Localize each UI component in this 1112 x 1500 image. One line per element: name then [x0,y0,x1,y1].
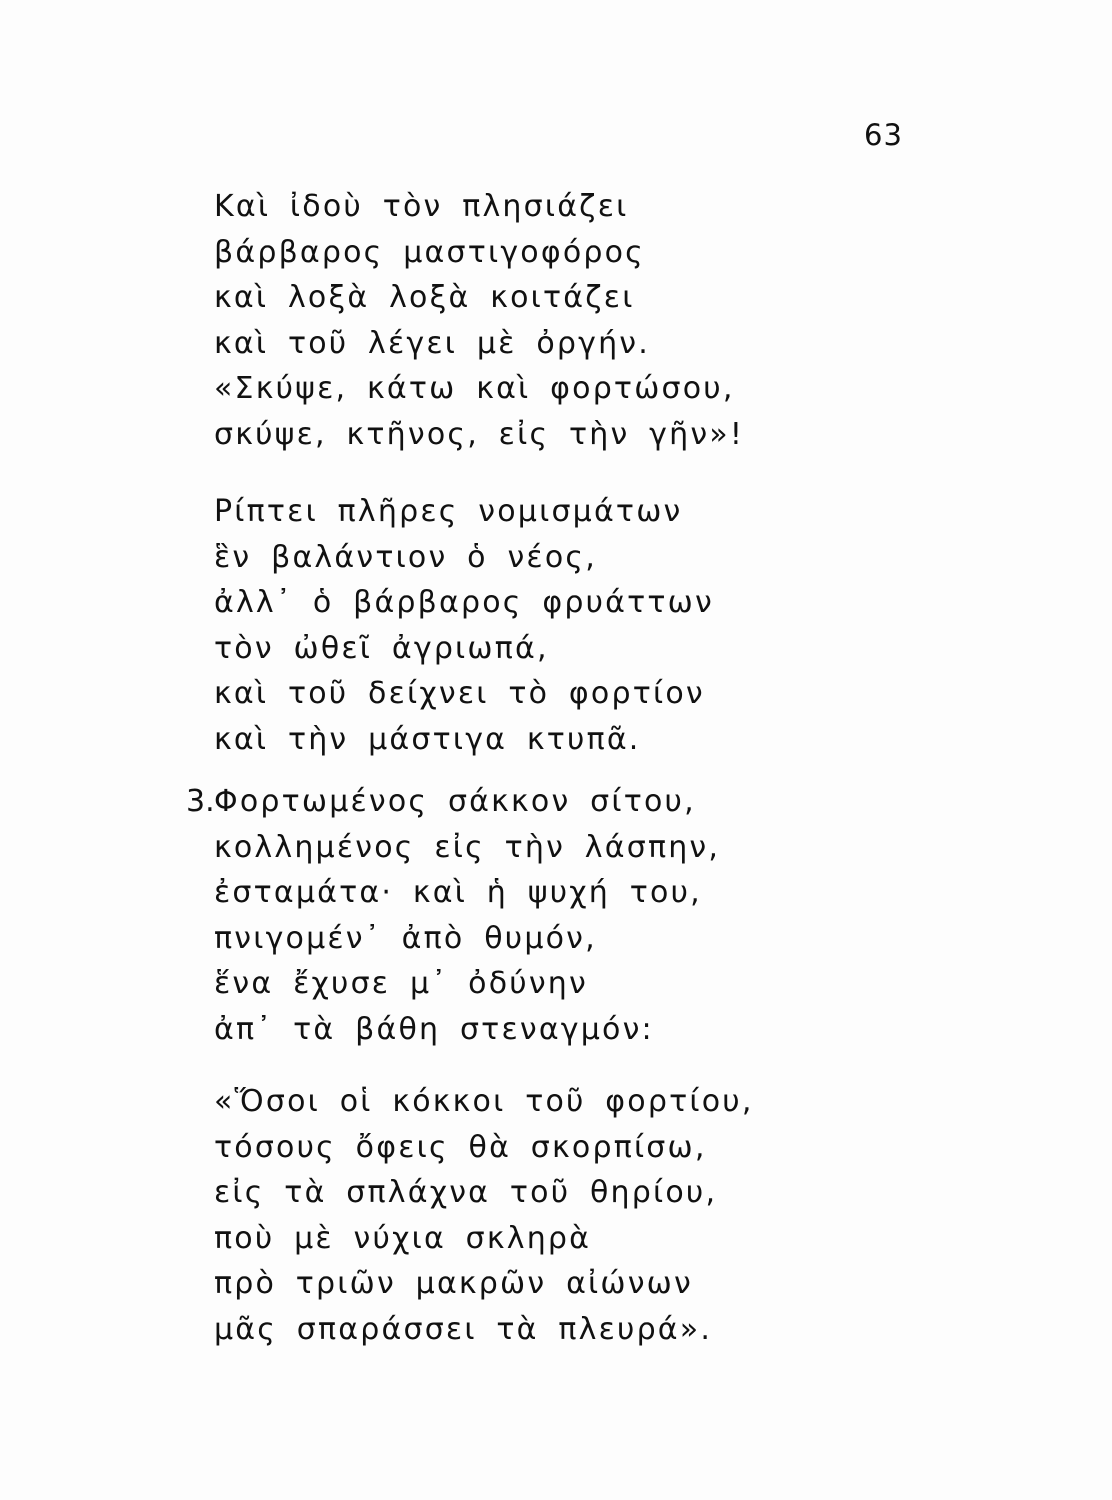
verse-line: ἕνα ἔχυσε μ᾽ ὀδύνην [214,966,588,1002]
verse-line: πνιγομέν᾽ ἀπὸ θυμόν, [214,920,597,956]
stanza-2 [214,489,714,763]
verse-line: μᾶς σπαράσσει τὰ πλευρά». [214,1311,713,1347]
verse-line: ἐσταμάτα· καὶ ἡ ψυχή του, [214,875,702,911]
verse-line: «Σκύψε, κάτω καὶ φορτώσου, [214,371,735,407]
verse-line: ἀλλ᾽ ὁ βάρβαρος φρυάττων [214,585,714,621]
verse-line: τὸν ὠθεῖ ἀγριωπά, [214,630,549,666]
verse-line: «Ὅσοι οἱ κόκκοι τοῦ φορτίου, [214,1084,754,1119]
stanza-1 [214,184,744,458]
stanza-4 [214,1079,754,1353]
verse-line: βάρβαρος μαστιγοφόρος [214,234,645,270]
verse-line: εἰς τὰ σπλάχνα τοῦ θηρίου, [214,1175,718,1211]
verse-line: σκύψε, κτῆνος, εἰς τὴν γῆν»! [214,416,745,452]
verse-line: ἀπ᾽ τὰ βάθη στεναγμόν: [214,1011,654,1047]
verse-line: καὶ λοξὰ λοξὰ κοιτάζει [214,280,635,316]
verse-line: ἓν βαλάντιον ὁ νέος, [214,539,597,575]
page-number: 63 [864,118,903,152]
verse-line: ποὺ μὲ νύχια σκληρὰ [214,1220,592,1256]
verse-line: καὶ τὴν μάστιγα κτυπᾶ. [214,721,641,757]
verse-line: καὶ τοῦ λέγει μὲ ὀργήν. [214,325,650,361]
verse-line: καὶ τοῦ δείχνει τὸ φορτίον [214,676,705,712]
verse-line: Ρίπτει πλῆρες νομισμάτων [214,494,683,529]
verse-line: τόσους ὄφεις θὰ σκορπίσω, [214,1129,707,1165]
section-number: 3. [186,784,215,819]
verse-line: πρὸ τριῶν μακρῶν αἰώνων [214,1266,693,1302]
verse-line: Καὶ ἰδοὺ τὸν πλησιάζει [214,189,629,224]
stanza-3 [186,779,721,1053]
verse-line: Φορτωμένος σάκκον σίτου, [214,784,696,819]
verse-line: κολλημένος εἰς τὴν λάσπην, [214,829,721,865]
